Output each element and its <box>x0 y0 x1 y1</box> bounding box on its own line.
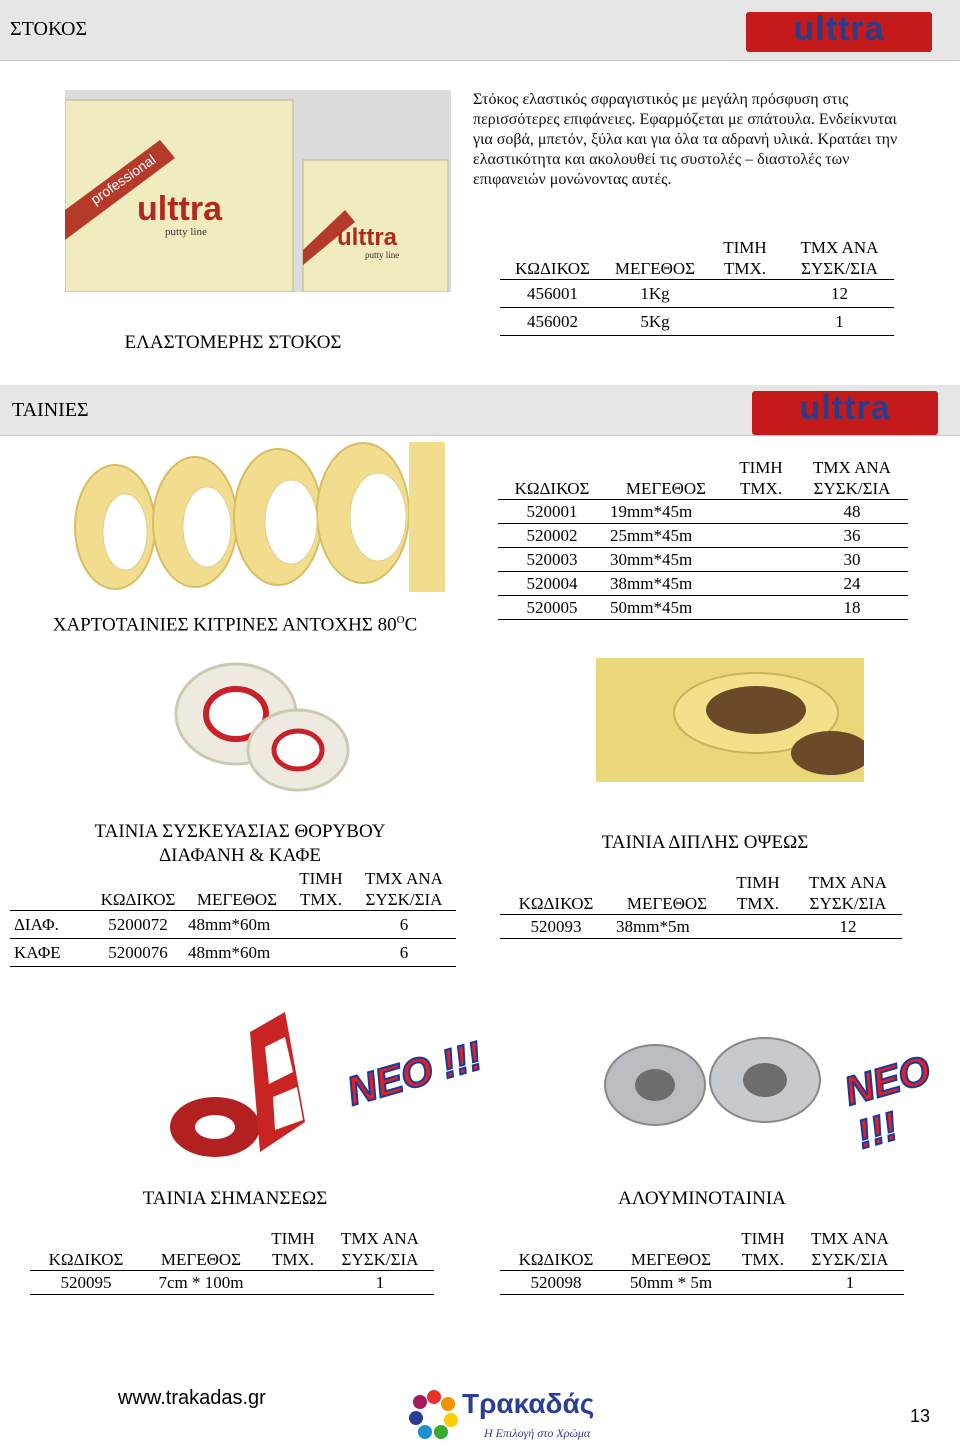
spec-table-warning <box>30 1228 434 1295</box>
double-sided-tape-image <box>596 658 864 782</box>
spec-table-double-sided <box>500 872 902 939</box>
packaging-tape-image <box>166 652 354 792</box>
svg-text:ulttra: ulttra <box>137 190 222 228</box>
product-title-masking: ΧΑΡΤΟΤΑΙΝΙΕΣ ΚΙΤΡΙΝΕΣ ΑΝΤΟΧΗΣ $80^OC$ <box>52 614 418 636</box>
product-title-warning: ΤΑΙΝΙΑ ΣΗΜΑΝΣΕΩΣ <box>142 1188 328 1209</box>
svg-text:putty line: putty line <box>165 226 207 238</box>
table-row: 520003 30mm*45m 30 <box>498 548 908 572</box>
aluminium-tape-image <box>595 1025 835 1140</box>
svg-text:professional: professional <box>87 151 159 208</box>
table-row: 520093 38mm*5m 12 <box>500 915 902 939</box>
ulttra-logo: ulttra <box>746 12 932 52</box>
table-header: ΚΩΔΙΚΟΣ ΜΕΓΕΘΟΣ ΤΙΜΗ ΤΜΧ. ΤΜΧ ΑΝΑ ΣΥΣΚ/ΣΙΑ <box>498 457 908 500</box>
masking-tapes-image <box>73 437 445 595</box>
product-title-packaging: ΤΑΙΝΙΑ ΣΥΣΚΕΥΑΣΙΑΣ ΘΟΡΥΒΟΥ ΔΙΑΦΑΝΗ & ΚΑΦΕ <box>94 821 386 866</box>
warning-tape-image <box>155 1002 345 1167</box>
new-badge: ΝΕΟ !!! <box>839 1048 936 1158</box>
page-number: 13 <box>910 1406 931 1426</box>
spec-table-packaging <box>10 868 456 967</box>
color-wheel-icon <box>408 1388 460 1440</box>
table-row: 456001 1Kg 12 <box>500 280 894 308</box>
svg-text:ulttra: ulttra <box>337 224 397 251</box>
stokos-description: Στόκος ελαστικός σφραγιστικός με μεγάλη πρόσφυση στις περισσότερες επιφάνειες. Εφαρμόζεται με σπάτουλα. Ενδείκνυται για σοβά, μπετόν, ξύλα και για όλα τα αδρανή υλικά. Κρατάει την ελαστικότητα και ακολουθεί τις συστολές – διαστολές των επιφανειών μονώνοντας αυτές. <box>473 91 898 188</box>
brand-name: Τρακαδάς <box>462 1388 595 1419</box>
table-header: ΚΩΔΙΚΟΣ ΜΕΓΕΘΟΣ ΤΙΜΗ ΤΜΧ. ΤΜΧ ΑΝΑ ΣΥΣΚ/ΣΙΑ <box>500 872 902 915</box>
brand-slogan: Η Επιλογή στο Χρώμα <box>484 1426 591 1440</box>
putty-buckets-image <box>65 90 451 292</box>
table-header: ΚΩΔΙΚΟΣ ΜΕΓΕΘΟΣ ΤΙΜΗ ΤΜΧ. ΤΜΧ ΑΝΑ ΣΥΣΚ/ΣΙΑ <box>30 1228 434 1271</box>
table-row: 520004 38mm*45m 24 <box>498 572 908 596</box>
table-row: 520098 50mm * 5m 1 <box>500 1271 904 1295</box>
product-title-stokos: ΕΛΑΣΤΟΜΕΡΗΣ ΣΤΟΚΟΣ <box>124 332 342 353</box>
ulttra-logo: ulttra <box>752 391 938 435</box>
trakadas-logo <box>408 1384 598 1446</box>
table-header: ΚΩΔΙΚΟΣ ΜΕΓΕΘΟΣ ΤΙΜΗ ΤΜΧ. ΤΜΧ ΑΝΑ ΣΥΣΚ/ΣΙΑ <box>500 237 894 280</box>
section-band-tainies <box>0 385 960 436</box>
table-header: ΚΩΔΙΚΟΣ ΜΕΓΕΘΟΣ ΤΙΜΗ ΤΜΧ. ΤΜΧ ΑΝΑ ΣΥΣΚ/ΣΙΑ <box>500 1228 904 1271</box>
product-title-aluminium: ΑΛΟΥΜΙΝΟΤΑΙΝΙΑ <box>618 1188 786 1209</box>
table-row: 456002 5Kg 1 <box>500 308 894 336</box>
section-title: ΤΑΙΝΙΕΣ <box>12 399 89 421</box>
table-header: ΚΩΔΙΚΟΣ ΜΕΓΕΘΟΣ ΤΙΜΗ ΤΜΧ. ΤΜΧ ΑΝΑ ΣΥΣΚ/ΣΙΑ <box>10 868 456 911</box>
table-row: 520005 50mm*45m 18 <box>498 596 908 620</box>
spec-table-masking <box>498 457 908 620</box>
section-title: ΣΤΟΚΟΣ <box>10 18 88 40</box>
table-row: ΚΑΦΕ 5200076 48mm*60m 6 <box>10 939 456 967</box>
svg-text:putty line: putty line <box>365 250 400 260</box>
website-link[interactable]: www.trakadas.gr <box>118 1387 266 1409</box>
spec-table-stokos <box>500 237 894 336</box>
product-title-double-sided: ΤΑΙΝΙΑ ΔΙΠΛΗΣ ΟΨΕΩΣ <box>601 832 809 853</box>
table-row: 520001 19mm*45m 48 <box>498 500 908 524</box>
new-badge: ΝΕΟ !!! <box>342 1033 488 1115</box>
spec-table-aluminium <box>500 1228 904 1295</box>
table-row: ΔΙΑΦ. 5200072 48mm*60m 6 <box>10 911 456 939</box>
table-row: 520002 25mm*45m 36 <box>498 524 908 548</box>
section-band-stokos <box>0 0 960 61</box>
table-row: 520095 7cm * 100m 1 <box>30 1271 434 1295</box>
